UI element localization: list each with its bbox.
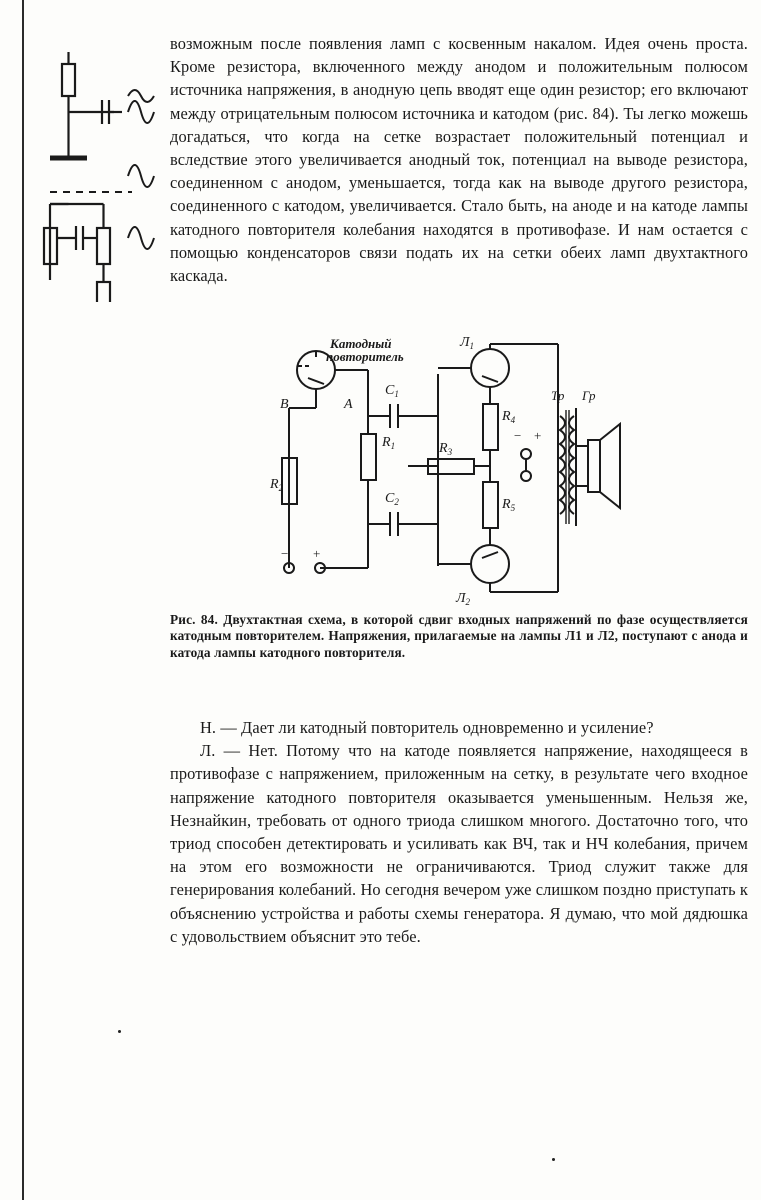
dialog-speaker-2: Л. — [200, 741, 216, 761]
label-plus-left: + — [313, 546, 321, 561]
label-tr: Тр — [551, 388, 565, 403]
dialog-section — [170, 716, 748, 948]
dialog-line-1 — [170, 716, 748, 739]
label-plus-right: + — [534, 428, 542, 443]
figure-caption — [170, 612, 748, 661]
figure-caption-text: Двухтактная схема, в которой сдвиг входных напряжений по фазе осуществляется катодным повторителем. Напряжения, прилагаемые на лампы Л1 и Л2, поступают с анода и катода лампы катодного повторителя. — [170, 612, 748, 660]
diagram-title-line2: повторитель — [326, 349, 404, 364]
label-r1: $R_1$ — [382, 435, 396, 451]
figure-84-svg — [268, 336, 648, 606]
figure-caption-label: Рис. 84. — [170, 612, 218, 627]
label-minus-right: − — [514, 428, 522, 443]
label-l2: $Л_2$ — [456, 591, 470, 606]
label-r5: $R_5$ — [502, 497, 516, 513]
label-minus-left: − — [281, 546, 289, 561]
label-c2: $C_2$ — [385, 491, 399, 507]
dialog-text-1: Дает ли катодный повторитель одновременно и усиление? — [241, 718, 654, 737]
body-text-column — [170, 32, 748, 287]
diagram-title-line1: Катодный — [330, 336, 392, 351]
dialog-line-2 — [170, 739, 748, 948]
label-r3: $R_3$ — [439, 441, 453, 457]
page-artifact-dot-bottom — [552, 1158, 555, 1161]
label-r4: $R_4$ — [502, 409, 516, 425]
dialog-dash-1: — — [220, 718, 237, 737]
margin-rule — [22, 0, 24, 1200]
label-l1: $Л_1$ — [460, 336, 474, 351]
page-artifact-dot-left — [118, 1030, 121, 1033]
paragraph-1: возможным после появления ламп с косвенным накалом. Идея очень проста. Кроме резистора, включенного между анодом и положительным полюсом источника напряжения, в анодную цепь вводят еще один резистор; его включают между отрицательным полюсом источника и катодом (рис. 84). Ты легко можешь догадаться, что когда на сетке возрастает положительный потенциал и вследствие этого увеличивается анодный ток, потенциал на выводе резистора, соединенном с анодом, уменьшается, тогда как на выводе другого резистора, соединенного с катодом, увеличивается. Стало быть, на аноде и на катоде лампы катодного повторителя колебания находятся в противофазе. И нам остается с помощью конденсаторов связи подать их на сетки обеих ламп двухтактного каскада. — [170, 34, 748, 286]
dialog-dash-2: — — [223, 741, 241, 761]
label-gr: Гр — [582, 388, 596, 403]
label-c1: $C_1$ — [385, 383, 399, 399]
dialog-speaker-1: Н. — [200, 718, 217, 737]
dialog-text-2: Нет. Потому что на катоде появляется напряжение, находящееся в противофазе с напряжением, приложенным на сетку, в результате чего входное напряжение катодного повторителя оказывается уменьшенным. Нельзя же, Незнайкин, требовать от одного триода слишком многого. Достаточно того, что триод способен детектировать и усиливать как ВЧ, так и НЧ колебания, причем на этом его возможности не ограничиваются. Триод служит также для генерирования колебаний. Но сегодня вечером уже слишком поздно приступать к объяснению устройства и работы схемы генератора. Я думаю, что мой дядюшка с удовольствием объяснит это тебе. — [170, 741, 748, 946]
figure-84 — [268, 336, 648, 606]
label-node-a: А — [344, 397, 353, 412]
margin-figure — [36, 52, 160, 302]
label-node-b: В — [280, 397, 289, 412]
margin-figure-svg — [36, 52, 160, 302]
label-r2: $R_2$ — [270, 477, 284, 493]
